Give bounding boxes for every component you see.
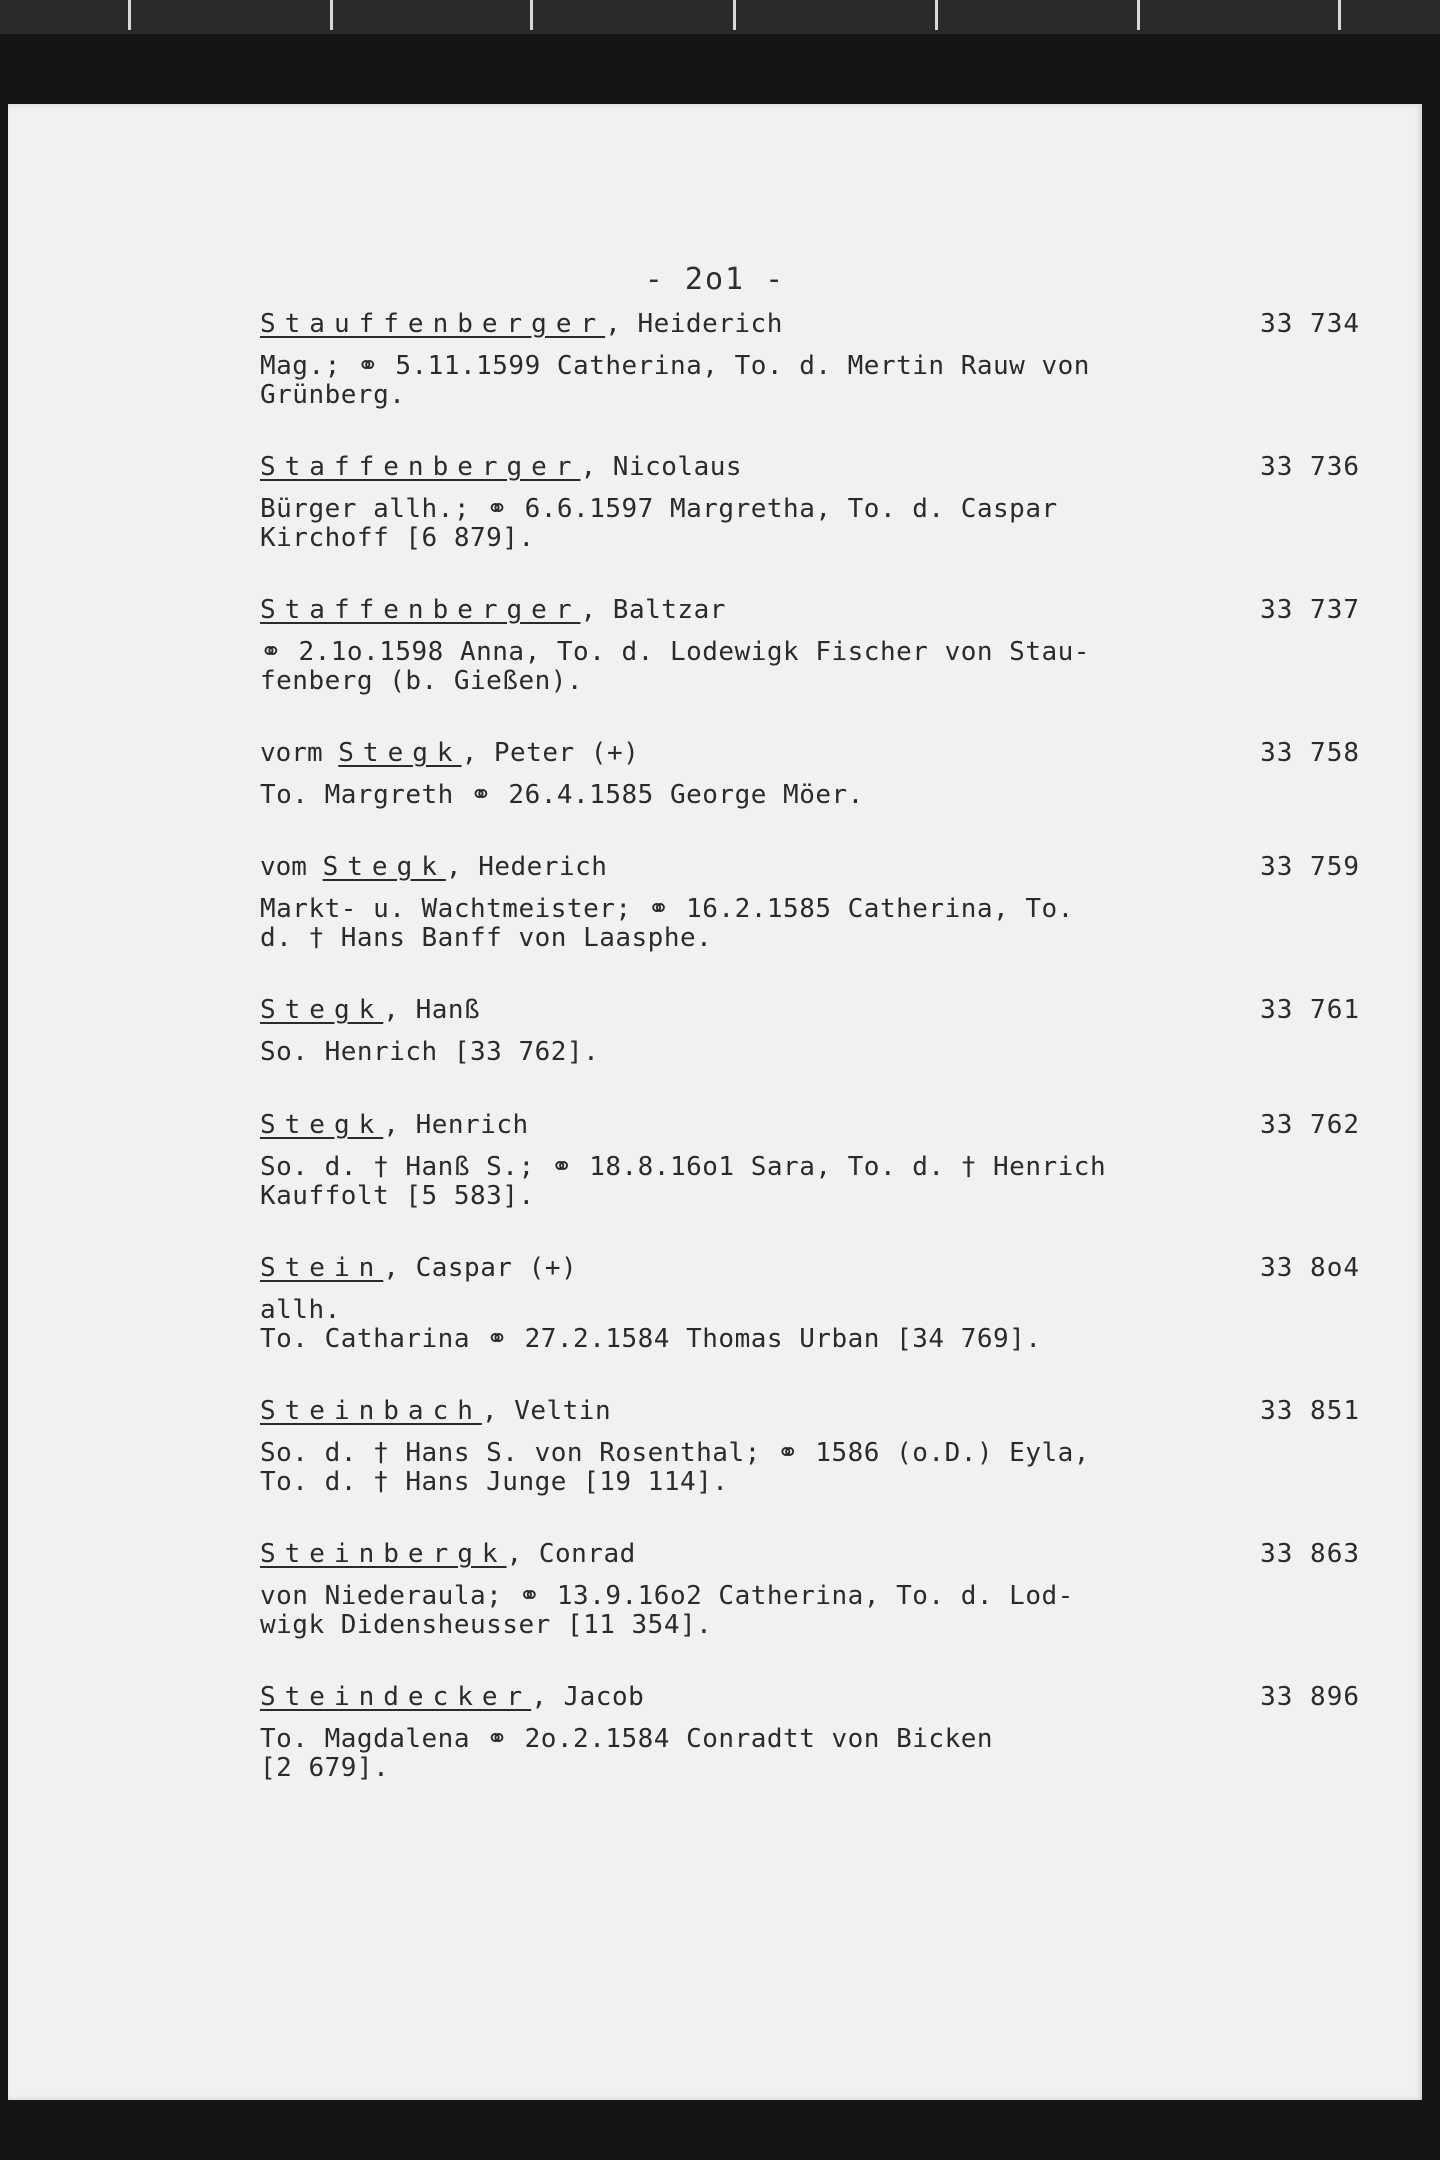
entry-header <box>260 453 1360 487</box>
entry-body: Bürger allh.; ⚭ 6.6.1597 Margretha, To. d. Caspar Kirchoff [6 879]. <box>260 494 1058 553</box>
given-name: , Heiderich <box>605 309 783 339</box>
entry-number: 33 734 <box>1260 309 1360 339</box>
entry-header <box>260 310 1360 344</box>
entry-number: 33 759 <box>1260 852 1360 882</box>
page-number: - 2o1 - <box>644 262 786 297</box>
entry-number: 33 761 <box>1260 995 1360 1025</box>
surname: Steinbach <box>260 1396 482 1426</box>
entry-body: Markt- u. Wachtmeister; ⚭ 16.2.1585 Catherina, To. d. † Hans Banff von Laasphe. <box>260 894 1074 953</box>
entry-header <box>260 596 1360 630</box>
entry-body: allh. To. Catharina ⚭ 27.2.1584 Thomas Urban [34 769]. <box>260 1295 1042 1354</box>
document-page <box>8 104 1422 2100</box>
register-entry <box>260 1683 1360 1783</box>
entry-body: To. Magdalena ⚭ 2o.2.1584 Conradtt von Bicken [2 679]. <box>260 1724 994 1783</box>
entry-header <box>260 739 1360 773</box>
register-entry <box>260 853 1360 953</box>
surname: Stegk <box>260 995 384 1025</box>
given-name: , Hanß <box>383 995 481 1025</box>
surname: Stegk <box>260 1110 384 1140</box>
entry-header <box>260 1683 1360 1717</box>
entry-header <box>260 1540 1360 1574</box>
entry-body: To. Margreth ⚭ 26.4.1585 George Möer. <box>260 780 864 810</box>
given-name: , Caspar (+) <box>383 1253 578 1283</box>
name-prefix: vorm <box>260 738 339 768</box>
register-entry <box>260 453 1360 553</box>
entry-header <box>260 996 1360 1030</box>
film-tick <box>733 0 736 30</box>
register-entry <box>260 996 1360 1067</box>
film-edge-strip <box>0 0 1440 34</box>
register-entry <box>260 1397 1360 1497</box>
surname: Stein <box>260 1253 384 1283</box>
entry-body: So. d. † Hans S. von Rosenthal; ⚭ 1586 (o.D.) Eyla, To. d. † Hans Junge [19 114]. <box>260 1438 1090 1497</box>
entry-number: 33 736 <box>1260 452 1360 482</box>
surname: Steinbergk <box>260 1539 507 1569</box>
name-prefix: vom <box>260 852 323 882</box>
given-name: , Nicolaus <box>580 452 743 482</box>
film-tick <box>330 0 333 30</box>
entry-number: 33 896 <box>1260 1682 1360 1712</box>
given-name: , Peter (+) <box>461 738 640 768</box>
entry-number: 33 737 <box>1260 595 1360 625</box>
given-name: , Conrad <box>506 1539 636 1569</box>
entry-header <box>260 853 1360 887</box>
entry-number: 33 758 <box>1260 738 1360 768</box>
entry-number: 33 863 <box>1260 1539 1360 1569</box>
surname: Stegk <box>322 852 446 882</box>
film-tick <box>530 0 533 30</box>
entry-body: So. Henrich [33 762]. <box>260 1037 600 1067</box>
film-tick <box>1338 0 1341 30</box>
register-entry <box>260 1540 1360 1640</box>
entry-header <box>260 1254 1360 1288</box>
register-entry <box>260 1111 1360 1211</box>
entry-number: 33 851 <box>1260 1396 1360 1426</box>
entry-number: 33 762 <box>1260 1110 1360 1140</box>
given-name: , Henrich <box>383 1110 529 1140</box>
given-name: , Jacob <box>531 1682 645 1712</box>
register-entry <box>260 1254 1360 1354</box>
register-entry <box>260 310 1360 410</box>
surname: Steindecker <box>260 1682 532 1712</box>
given-name: , Baltzar <box>580 595 726 625</box>
entry-body: So. d. † Hanß S.; ⚭ 18.8.16o1 Sara, To. d. † Henrich Kauffolt [5 583]. <box>260 1152 1107 1211</box>
film-tick <box>1137 0 1140 30</box>
given-name: , Veltin <box>481 1396 612 1426</box>
film-tick <box>128 0 131 30</box>
entry-body: ⚭ 2.1o.1598 Anna, To. d. Lodewigk Fischer von Stau- fenberg (b. Gießen). <box>260 637 1090 696</box>
entry-body: Mag.; ⚭ 5.11.1599 Catherina, To. d. Mertin Rauw von Grünberg. <box>260 351 1090 410</box>
entry-number: 33 8o4 <box>1260 1253 1360 1283</box>
register-entry <box>260 596 1360 696</box>
surname: Staffenberger <box>260 595 581 625</box>
surname: Stauffenberger <box>260 309 606 339</box>
register-entry <box>260 739 1360 810</box>
surname: Stegk <box>338 738 462 768</box>
entry-header <box>260 1397 1360 1431</box>
film-tick <box>935 0 938 30</box>
given-name: , Hederich <box>445 852 608 882</box>
surname: Staffenberger <box>260 452 581 482</box>
entry-header <box>260 1111 1360 1145</box>
entry-body: von Niederaula; ⚭ 13.9.16o2 Catherina, To. d. Lod- wigk Didensheusser [11 354]. <box>260 1581 1074 1640</box>
